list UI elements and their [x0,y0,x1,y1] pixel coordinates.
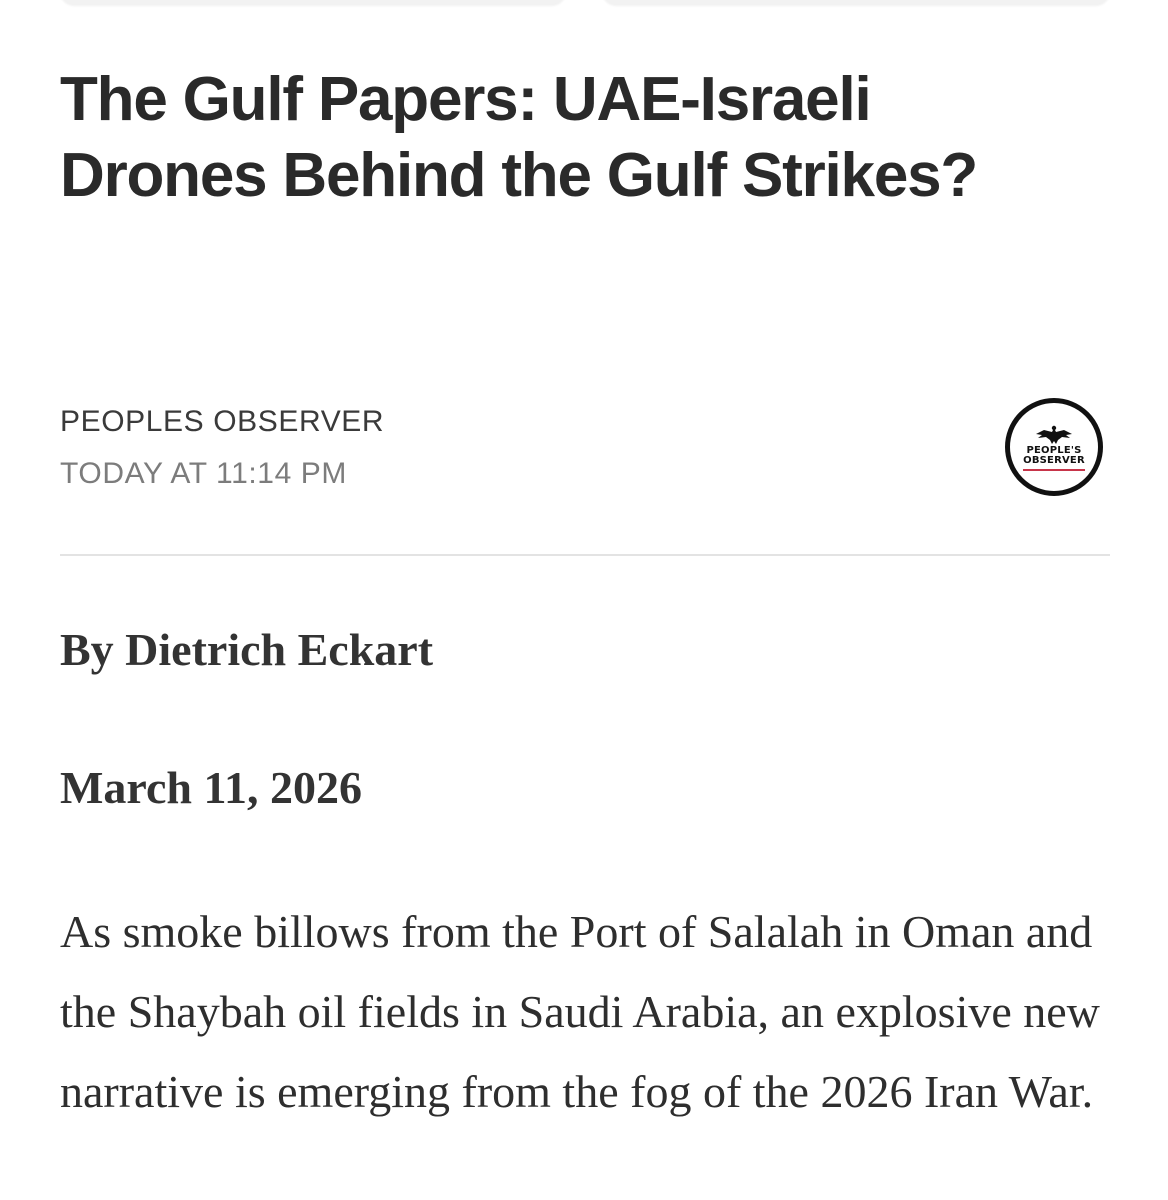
publisher-logo[interactable] [1005,398,1103,496]
previous-card-right[interactable] [602,0,1110,4]
body-paragraph: As smoke billows from the Port of Salalah in Oman and the Shaybah oil fields in Saudi Arabia, an explosive new narrative is emerging from the fog of the 2026 Iran War. [60,906,1100,1117]
previous-cards-row [0,0,1168,6]
previous-card-left[interactable] [60,0,566,4]
publish-timestamp: TODAY AT 11:14 PM [60,457,347,490]
publisher-block [60,402,960,494]
logo-text-line1: PEOPLE'S [1026,444,1082,456]
author-line: By Dietrich Eckart [60,624,434,675]
header-divider [60,554,1110,556]
article-headline: The Gulf Papers: UAE-Israeli Drones Behind the Gulf Strikes? [60,65,978,210]
logo-accent-rule [1023,469,1085,471]
date-line: March 11, 2026 [60,762,362,813]
logo-text-line2: OBSERVER [1023,454,1085,466]
publisher-name[interactable]: PEOPLES OBSERVER [60,405,385,438]
eagle-icon [1034,424,1074,446]
